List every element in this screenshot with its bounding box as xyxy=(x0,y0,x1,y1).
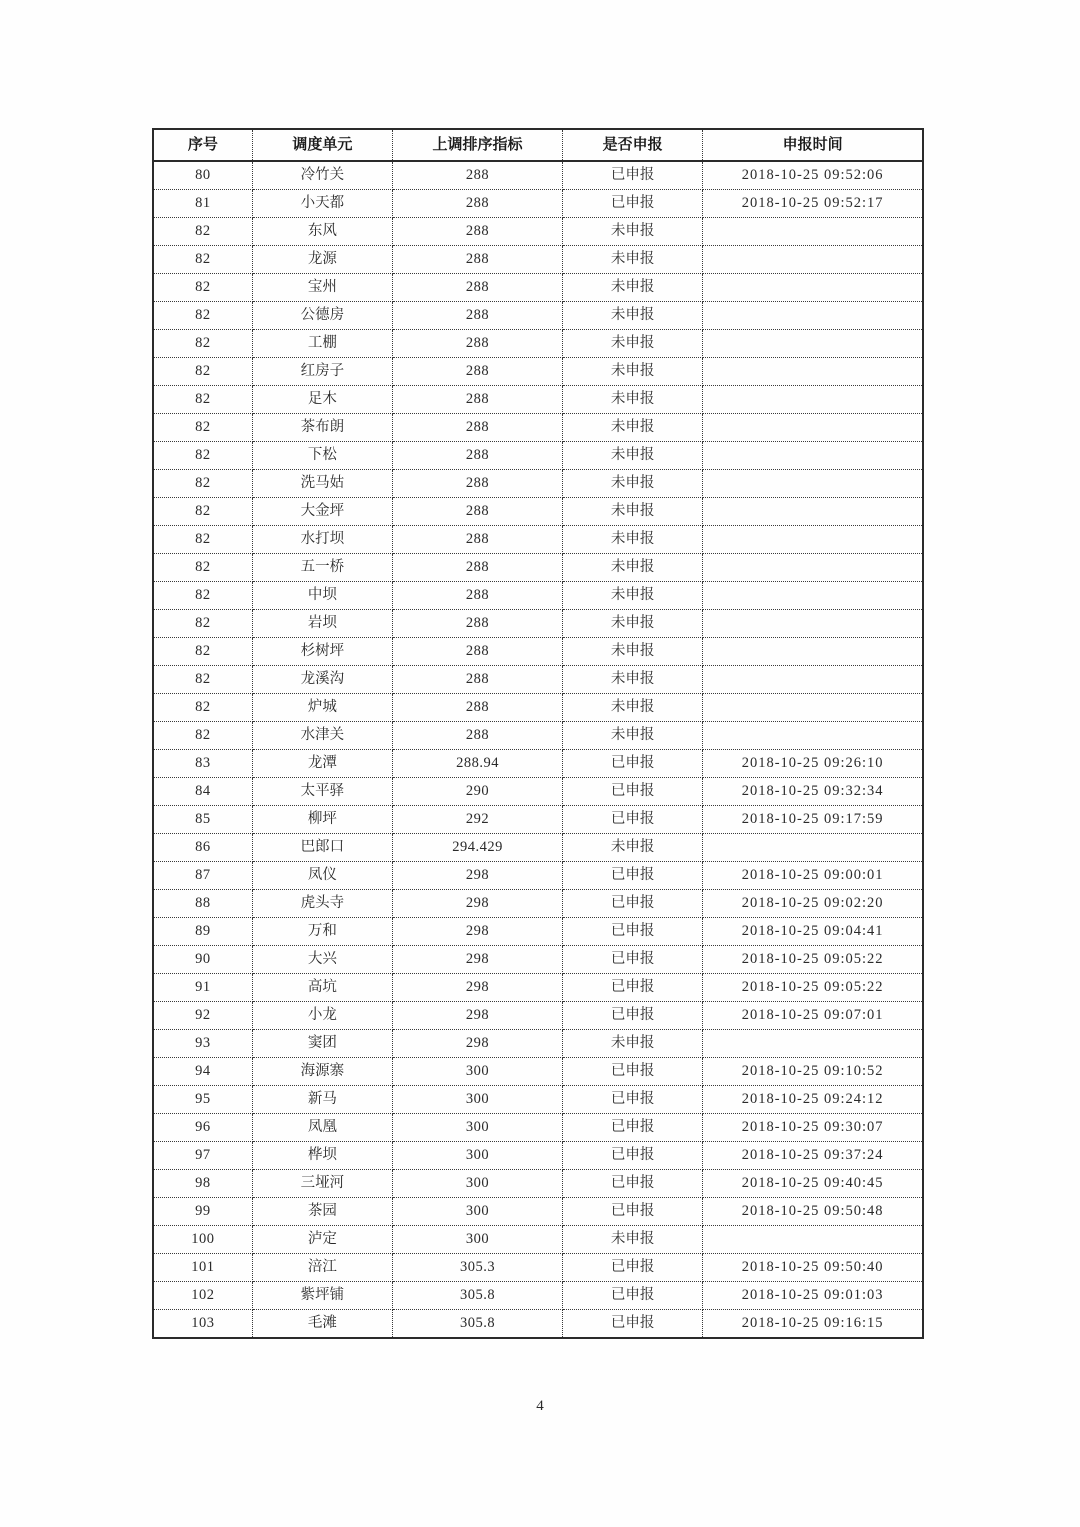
cell-serial-number: 101 xyxy=(153,1254,252,1282)
cell-upward-sort-index: 298 xyxy=(392,862,562,890)
cell-dispatch-unit: 五一桥 xyxy=(252,554,392,582)
cell-serial-number: 100 xyxy=(153,1226,252,1254)
cell-declared-or-not: 已申报 xyxy=(563,862,703,890)
cell-declaration-time xyxy=(703,666,923,694)
cell-serial-number: 82 xyxy=(153,414,252,442)
cell-serial-number: 82 xyxy=(153,666,252,694)
cell-serial-number: 82 xyxy=(153,274,252,302)
cell-upward-sort-index: 288 xyxy=(392,190,562,218)
cell-upward-sort-index: 298 xyxy=(392,974,562,1002)
cell-declared-or-not: 已申报 xyxy=(563,750,703,778)
table-row xyxy=(153,386,923,414)
table-row xyxy=(153,666,923,694)
cell-dispatch-unit: 新马 xyxy=(252,1086,392,1114)
cell-serial-number: 87 xyxy=(153,862,252,890)
table-row xyxy=(153,890,923,918)
cell-upward-sort-index: 298 xyxy=(392,946,562,974)
cell-serial-number: 91 xyxy=(153,974,252,1002)
table-row xyxy=(153,694,923,722)
cell-serial-number: 102 xyxy=(153,1282,252,1310)
cell-declared-or-not: 未申报 xyxy=(563,694,703,722)
cell-upward-sort-index: 288 xyxy=(392,582,562,610)
cell-dispatch-unit: 小天都 xyxy=(252,190,392,218)
cell-dispatch-unit: 茶布朗 xyxy=(252,414,392,442)
cell-serial-number: 81 xyxy=(153,190,252,218)
cell-upward-sort-index: 300 xyxy=(392,1086,562,1114)
cell-serial-number: 82 xyxy=(153,470,252,498)
table-row xyxy=(153,526,923,554)
table-row xyxy=(153,834,923,862)
cell-declaration-time: 2018-10-25 09:05:22 xyxy=(703,946,923,974)
cell-dispatch-unit: 龙源 xyxy=(252,246,392,274)
table-header xyxy=(153,129,923,161)
cell-declared-or-not: 未申报 xyxy=(563,610,703,638)
cell-upward-sort-index: 300 xyxy=(392,1058,562,1086)
cell-dispatch-unit: 宝州 xyxy=(252,274,392,302)
cell-serial-number: 82 xyxy=(153,638,252,666)
cell-serial-number: 90 xyxy=(153,946,252,974)
cell-serial-number: 99 xyxy=(153,1198,252,1226)
cell-upward-sort-index: 288 xyxy=(392,638,562,666)
table-row xyxy=(153,1282,923,1310)
table-row xyxy=(153,722,923,750)
cell-declared-or-not: 已申报 xyxy=(563,1254,703,1282)
cell-declaration-time xyxy=(703,638,923,666)
cell-declared-or-not: 已申报 xyxy=(563,974,703,1002)
cell-declaration-time xyxy=(703,442,923,470)
cell-upward-sort-index: 300 xyxy=(392,1198,562,1226)
cell-dispatch-unit: 公德房 xyxy=(252,302,392,330)
cell-declaration-time xyxy=(703,834,923,862)
table-row xyxy=(153,638,923,666)
cell-declaration-time xyxy=(703,218,923,246)
table-row xyxy=(153,582,923,610)
table-header-row xyxy=(153,129,923,161)
cell-serial-number: 80 xyxy=(153,161,252,190)
table-row xyxy=(153,806,923,834)
cell-serial-number: 93 xyxy=(153,1030,252,1058)
cell-serial-number: 86 xyxy=(153,834,252,862)
table-row xyxy=(153,610,923,638)
cell-serial-number: 82 xyxy=(153,498,252,526)
table-row xyxy=(153,1198,923,1226)
cell-upward-sort-index: 292 xyxy=(392,806,562,834)
header-dispatch-unit: 调度单元 xyxy=(252,129,392,161)
cell-dispatch-unit: 小龙 xyxy=(252,1002,392,1030)
cell-upward-sort-index: 288 xyxy=(392,302,562,330)
cell-dispatch-unit: 冷竹关 xyxy=(252,161,392,190)
cell-declared-or-not: 已申报 xyxy=(563,190,703,218)
cell-serial-number: 82 xyxy=(153,610,252,638)
table-row xyxy=(153,946,923,974)
cell-dispatch-unit: 中坝 xyxy=(252,582,392,610)
cell-serial-number: 82 xyxy=(153,442,252,470)
cell-declaration-time: 2018-10-25 09:04:41 xyxy=(703,918,923,946)
table-row xyxy=(153,750,923,778)
cell-declared-or-not: 未申报 xyxy=(563,582,703,610)
table-row xyxy=(153,1254,923,1282)
cell-dispatch-unit: 涪江 xyxy=(252,1254,392,1282)
table-row xyxy=(153,1310,923,1339)
table-row xyxy=(153,862,923,890)
cell-declared-or-not: 未申报 xyxy=(563,526,703,554)
cell-upward-sort-index: 305.8 xyxy=(392,1282,562,1310)
cell-dispatch-unit: 毛滩 xyxy=(252,1310,392,1339)
cell-serial-number: 82 xyxy=(153,554,252,582)
cell-upward-sort-index: 288.94 xyxy=(392,750,562,778)
cell-upward-sort-index: 288 xyxy=(392,274,562,302)
cell-declaration-time xyxy=(703,526,923,554)
cell-declared-or-not: 未申报 xyxy=(563,834,703,862)
cell-upward-sort-index: 288 xyxy=(392,218,562,246)
header-declaration-time: 申报时间 xyxy=(703,129,923,161)
cell-upward-sort-index: 298 xyxy=(392,1002,562,1030)
cell-declared-or-not: 已申报 xyxy=(563,806,703,834)
table-row xyxy=(153,1002,923,1030)
cell-dispatch-unit: 高坑 xyxy=(252,974,392,1002)
cell-dispatch-unit: 大金坪 xyxy=(252,498,392,526)
cell-upward-sort-index: 288 xyxy=(392,498,562,526)
cell-declaration-time: 2018-10-25 09:05:22 xyxy=(703,974,923,1002)
cell-dispatch-unit: 凤凰 xyxy=(252,1114,392,1142)
cell-declared-or-not: 未申报 xyxy=(563,498,703,526)
cell-serial-number: 82 xyxy=(153,582,252,610)
cell-dispatch-unit: 大兴 xyxy=(252,946,392,974)
table-row xyxy=(153,498,923,526)
cell-serial-number: 88 xyxy=(153,890,252,918)
cell-serial-number: 82 xyxy=(153,386,252,414)
table-row xyxy=(153,218,923,246)
cell-declared-or-not: 已申报 xyxy=(563,1002,703,1030)
table-row xyxy=(153,442,923,470)
cell-upward-sort-index: 288 xyxy=(392,414,562,442)
cell-declared-or-not: 未申报 xyxy=(563,246,703,274)
cell-declaration-time xyxy=(703,414,923,442)
cell-dispatch-unit: 巴郎口 xyxy=(252,834,392,862)
cell-serial-number: 82 xyxy=(153,330,252,358)
cell-dispatch-unit: 东风 xyxy=(252,218,392,246)
cell-dispatch-unit: 下松 xyxy=(252,442,392,470)
cell-declared-or-not: 已申报 xyxy=(563,1058,703,1086)
table-row xyxy=(153,1030,923,1058)
header-serial-number: 序号 xyxy=(153,129,252,161)
cell-declared-or-not: 未申报 xyxy=(563,1030,703,1058)
cell-upward-sort-index: 288 xyxy=(392,526,562,554)
cell-declaration-time: 2018-10-25 09:50:48 xyxy=(703,1198,923,1226)
cell-declared-or-not: 未申报 xyxy=(563,722,703,750)
cell-dispatch-unit: 窦团 xyxy=(252,1030,392,1058)
table-row xyxy=(153,918,923,946)
cell-dispatch-unit: 柳坪 xyxy=(252,806,392,834)
cell-serial-number: 84 xyxy=(153,778,252,806)
cell-declared-or-not: 未申报 xyxy=(563,330,703,358)
table-row xyxy=(153,1170,923,1198)
cell-dispatch-unit: 龙溪沟 xyxy=(252,666,392,694)
cell-dispatch-unit: 水津关 xyxy=(252,722,392,750)
cell-declaration-time xyxy=(703,358,923,386)
cell-serial-number: 97 xyxy=(153,1142,252,1170)
cell-upward-sort-index: 288 xyxy=(392,358,562,386)
cell-declaration-time: 2018-10-25 09:52:06 xyxy=(703,161,923,190)
cell-upward-sort-index: 300 xyxy=(392,1114,562,1142)
cell-declaration-time: 2018-10-25 09:50:40 xyxy=(703,1254,923,1282)
cell-upward-sort-index: 300 xyxy=(392,1170,562,1198)
header-upward-sort-index: 上调排序指标 xyxy=(392,129,562,161)
cell-declaration-time: 2018-10-25 09:24:12 xyxy=(703,1086,923,1114)
cell-declaration-time: 2018-10-25 09:37:24 xyxy=(703,1142,923,1170)
cell-declared-or-not: 未申报 xyxy=(563,414,703,442)
cell-declaration-time: 2018-10-25 09:16:15 xyxy=(703,1310,923,1339)
cell-declaration-time: 2018-10-25 09:26:10 xyxy=(703,750,923,778)
cell-declared-or-not: 未申报 xyxy=(563,274,703,302)
cell-dispatch-unit: 凤仪 xyxy=(252,862,392,890)
table-row xyxy=(153,190,923,218)
cell-upward-sort-index: 288 xyxy=(392,386,562,414)
cell-dispatch-unit: 炉城 xyxy=(252,694,392,722)
cell-upward-sort-index: 300 xyxy=(392,1142,562,1170)
cell-serial-number: 92 xyxy=(153,1002,252,1030)
cell-declaration-time: 2018-10-25 09:02:20 xyxy=(703,890,923,918)
cell-serial-number: 103 xyxy=(153,1310,252,1339)
cell-declaration-time: 2018-10-25 09:52:17 xyxy=(703,190,923,218)
cell-dispatch-unit: 工棚 xyxy=(252,330,392,358)
cell-serial-number: 82 xyxy=(153,694,252,722)
cell-serial-number: 82 xyxy=(153,722,252,750)
cell-serial-number: 89 xyxy=(153,918,252,946)
cell-dispatch-unit: 太平驿 xyxy=(252,778,392,806)
cell-dispatch-unit: 洗马姑 xyxy=(252,470,392,498)
cell-serial-number: 82 xyxy=(153,246,252,274)
cell-declaration-time: 2018-10-25 09:40:45 xyxy=(703,1170,923,1198)
cell-upward-sort-index: 300 xyxy=(392,1226,562,1254)
cell-upward-sort-index: 288 xyxy=(392,470,562,498)
cell-declared-or-not: 已申报 xyxy=(563,1198,703,1226)
table-row xyxy=(153,330,923,358)
cell-declared-or-not: 未申报 xyxy=(563,302,703,330)
cell-declaration-time xyxy=(703,694,923,722)
cell-declaration-time: 2018-10-25 09:10:52 xyxy=(703,1058,923,1086)
table-row xyxy=(153,302,923,330)
cell-dispatch-unit: 海源寨 xyxy=(252,1058,392,1086)
cell-declaration-time xyxy=(703,610,923,638)
table-row xyxy=(153,274,923,302)
cell-declaration-time: 2018-10-25 09:32:34 xyxy=(703,778,923,806)
cell-declared-or-not: 未申报 xyxy=(563,1226,703,1254)
cell-declaration-time xyxy=(703,274,923,302)
page-number: 4 xyxy=(536,1398,544,1414)
cell-dispatch-unit: 紫坪铺 xyxy=(252,1282,392,1310)
cell-dispatch-unit: 三垭河 xyxy=(252,1170,392,1198)
cell-upward-sort-index: 305.8 xyxy=(392,1310,562,1339)
cell-dispatch-unit: 桦坝 xyxy=(252,1142,392,1170)
cell-serial-number: 82 xyxy=(153,218,252,246)
cell-upward-sort-index: 288 xyxy=(392,722,562,750)
cell-declaration-time xyxy=(703,470,923,498)
cell-declaration-time: 2018-10-25 09:17:59 xyxy=(703,806,923,834)
table-row xyxy=(153,161,923,190)
cell-upward-sort-index: 294.429 xyxy=(392,834,562,862)
cell-declaration-time: 2018-10-25 09:00:01 xyxy=(703,862,923,890)
cell-upward-sort-index: 288 xyxy=(392,330,562,358)
cell-serial-number: 94 xyxy=(153,1058,252,1086)
cell-declared-or-not: 已申报 xyxy=(563,1310,703,1339)
cell-declaration-time xyxy=(703,498,923,526)
cell-upward-sort-index: 298 xyxy=(392,1030,562,1058)
table-row xyxy=(153,1058,923,1086)
cell-declared-or-not: 未申报 xyxy=(563,554,703,582)
cell-dispatch-unit: 万和 xyxy=(252,918,392,946)
cell-declared-or-not: 已申报 xyxy=(563,1170,703,1198)
header-declared-or-not: 是否申报 xyxy=(563,129,703,161)
cell-dispatch-unit: 水打坝 xyxy=(252,526,392,554)
table-row xyxy=(153,778,923,806)
cell-upward-sort-index: 288 xyxy=(392,246,562,274)
cell-upward-sort-index: 305.3 xyxy=(392,1254,562,1282)
cell-serial-number: 96 xyxy=(153,1114,252,1142)
cell-declaration-time xyxy=(703,1226,923,1254)
cell-declared-or-not: 已申报 xyxy=(563,1086,703,1114)
table-row xyxy=(153,470,923,498)
cell-declaration-time: 2018-10-25 09:30:07 xyxy=(703,1114,923,1142)
table-row xyxy=(153,414,923,442)
cell-serial-number: 85 xyxy=(153,806,252,834)
cell-upward-sort-index: 288 xyxy=(392,694,562,722)
cell-declaration-time xyxy=(703,1030,923,1058)
cell-declaration-time xyxy=(703,302,923,330)
cell-declaration-time xyxy=(703,554,923,582)
cell-declaration-time xyxy=(703,330,923,358)
cell-serial-number: 98 xyxy=(153,1170,252,1198)
cell-declared-or-not: 未申报 xyxy=(563,442,703,470)
cell-upward-sort-index: 288 xyxy=(392,442,562,470)
cell-declared-or-not: 已申报 xyxy=(563,1282,703,1310)
cell-dispatch-unit: 泸定 xyxy=(252,1226,392,1254)
cell-dispatch-unit: 茶园 xyxy=(252,1198,392,1226)
cell-declared-or-not: 已申报 xyxy=(563,890,703,918)
cell-dispatch-unit: 足木 xyxy=(252,386,392,414)
cell-serial-number: 95 xyxy=(153,1086,252,1114)
cell-declared-or-not: 未申报 xyxy=(563,386,703,414)
cell-declaration-time xyxy=(703,722,923,750)
cell-upward-sort-index: 288 xyxy=(392,666,562,694)
cell-declared-or-not: 已申报 xyxy=(563,161,703,190)
cell-upward-sort-index: 298 xyxy=(392,890,562,918)
cell-declared-or-not: 未申报 xyxy=(563,470,703,498)
cell-dispatch-unit: 红房子 xyxy=(252,358,392,386)
table-row xyxy=(153,246,923,274)
cell-declared-or-not: 已申报 xyxy=(563,1114,703,1142)
cell-declared-or-not: 已申报 xyxy=(563,918,703,946)
cell-upward-sort-index: 288 xyxy=(392,610,562,638)
cell-serial-number: 82 xyxy=(153,358,252,386)
cell-dispatch-unit: 龙潭 xyxy=(252,750,392,778)
table-row xyxy=(153,974,923,1002)
table-row xyxy=(153,1142,923,1170)
cell-declared-or-not: 未申报 xyxy=(563,358,703,386)
cell-declaration-time xyxy=(703,246,923,274)
cell-declaration-time xyxy=(703,386,923,414)
cell-declaration-time: 2018-10-25 09:01:03 xyxy=(703,1282,923,1310)
cell-dispatch-unit: 岩坝 xyxy=(252,610,392,638)
dispatch-declaration-table xyxy=(152,128,924,1339)
cell-declared-or-not: 已申报 xyxy=(563,778,703,806)
table-row xyxy=(153,554,923,582)
cell-serial-number: 82 xyxy=(153,526,252,554)
cell-dispatch-unit: 杉树坪 xyxy=(252,638,392,666)
cell-serial-number: 83 xyxy=(153,750,252,778)
cell-declared-or-not: 已申报 xyxy=(563,1142,703,1170)
cell-upward-sort-index: 288 xyxy=(392,161,562,190)
cell-upward-sort-index: 290 xyxy=(392,778,562,806)
cell-declared-or-not: 未申报 xyxy=(563,666,703,694)
cell-upward-sort-index: 288 xyxy=(392,554,562,582)
cell-declared-or-not: 未申报 xyxy=(563,218,703,246)
table-row xyxy=(153,358,923,386)
table-body xyxy=(153,161,923,1338)
cell-declaration-time xyxy=(703,582,923,610)
table-row xyxy=(153,1114,923,1142)
cell-declaration-time: 2018-10-25 09:07:01 xyxy=(703,1002,923,1030)
cell-dispatch-unit: 虎头寺 xyxy=(252,890,392,918)
cell-declared-or-not: 已申报 xyxy=(563,946,703,974)
cell-declared-or-not: 未申报 xyxy=(563,638,703,666)
cell-upward-sort-index: 298 xyxy=(392,918,562,946)
table-row xyxy=(153,1226,923,1254)
cell-serial-number: 82 xyxy=(153,302,252,330)
table-row xyxy=(153,1086,923,1114)
